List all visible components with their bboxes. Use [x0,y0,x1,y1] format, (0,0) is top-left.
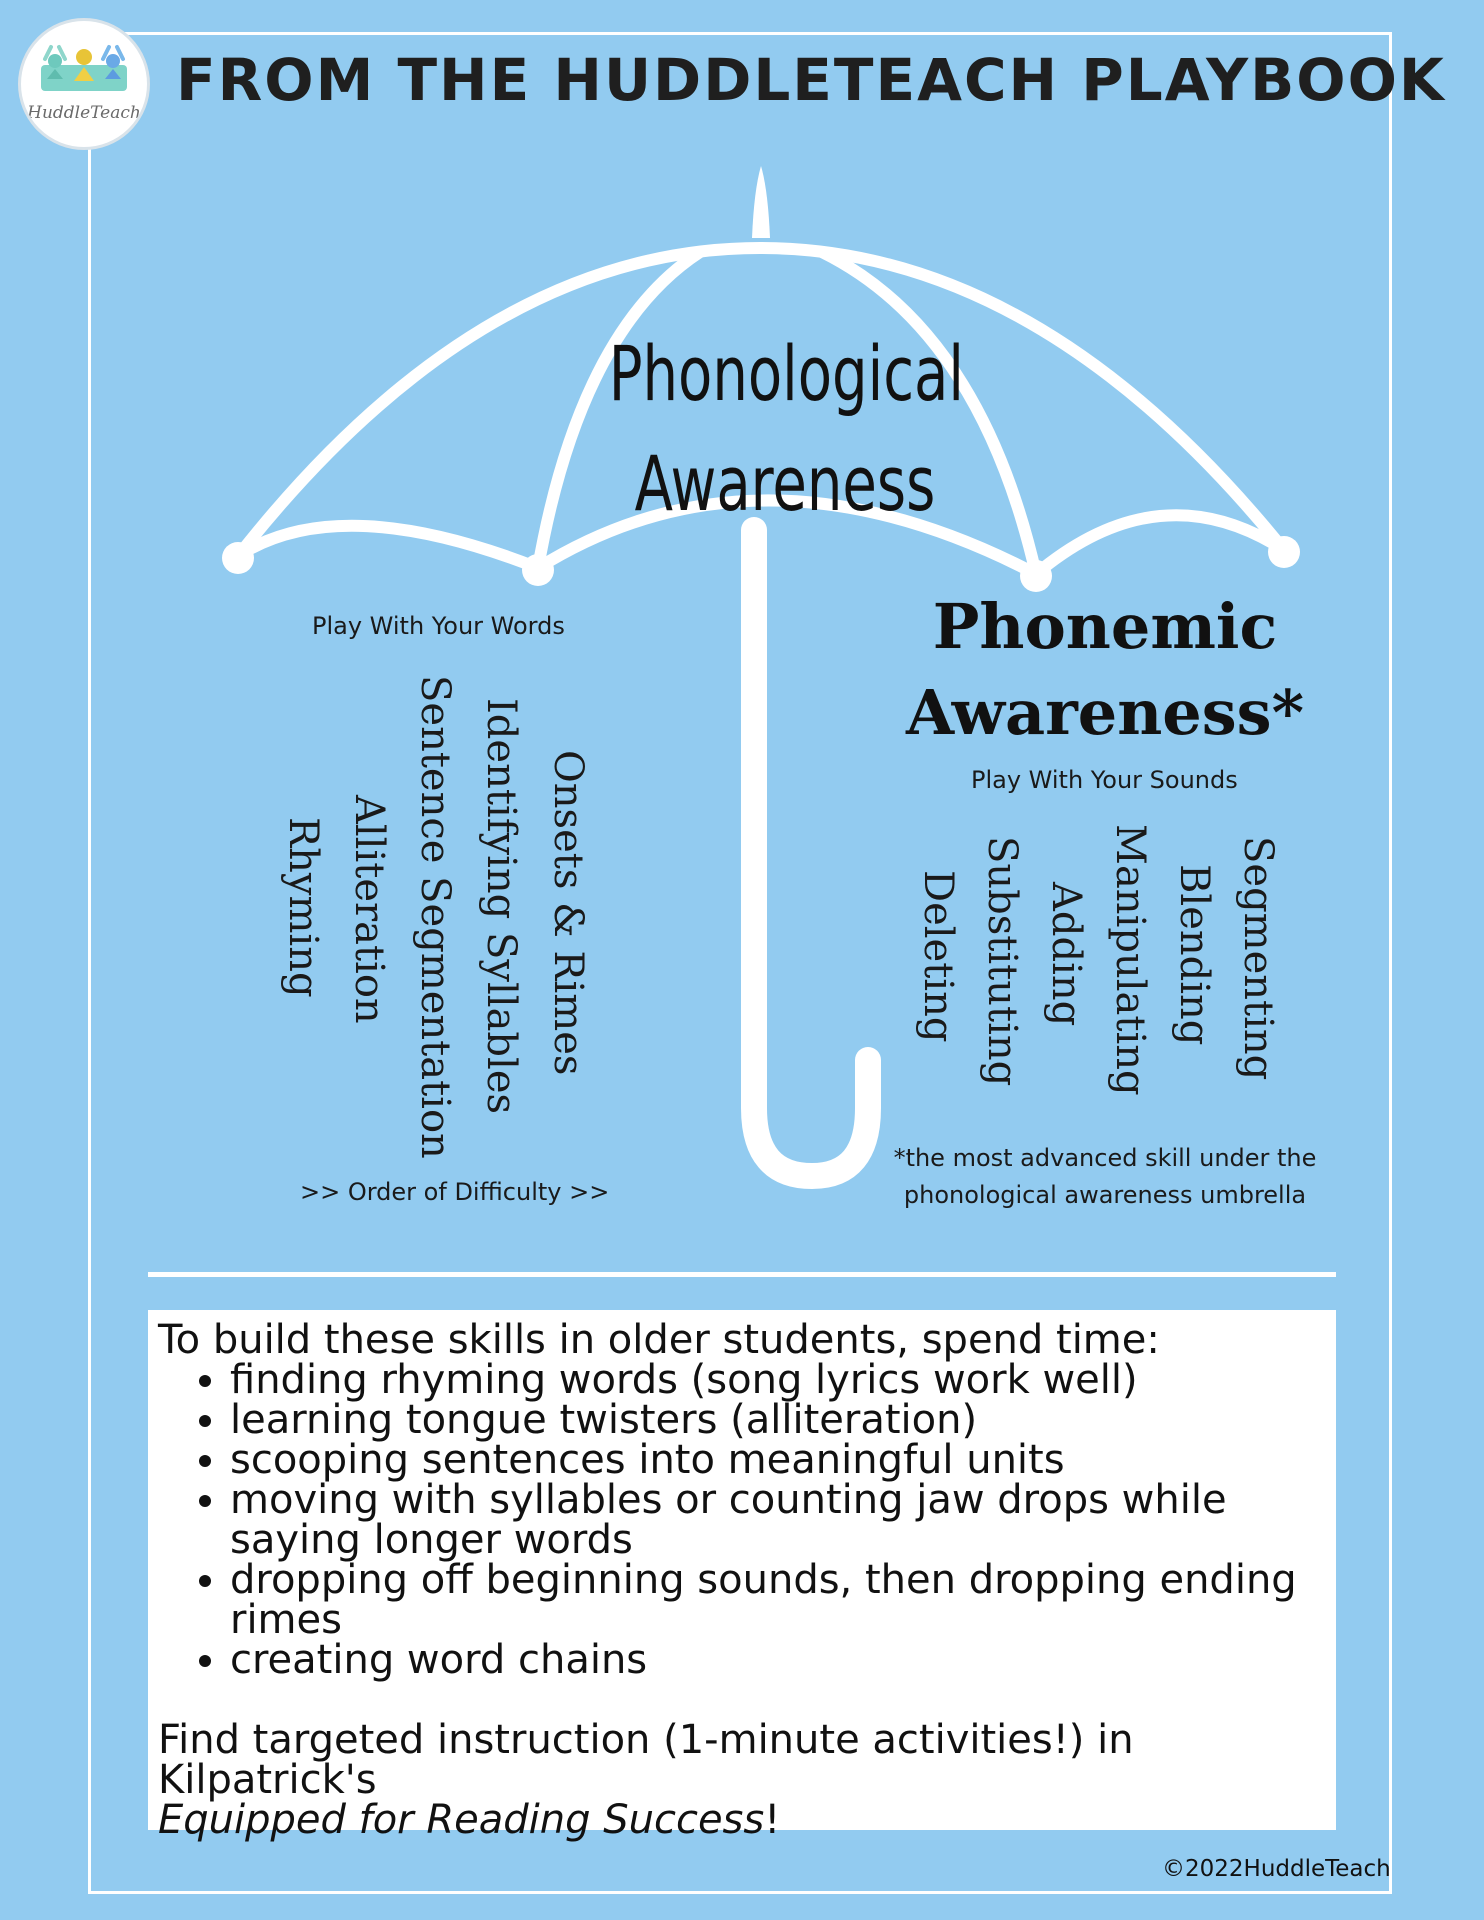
list-item: • scooping sentences into meaningful units [230,1440,1326,1480]
skill-blending: Blending [1171,864,1217,1046]
left-skill-list [270,665,600,1159]
list-item: • dropping off beginning sounds, then dropping ending rimes [230,1560,1326,1640]
phonemic-awareness-title [905,584,1305,756]
list-item: • finding rhyming words (song lyrics work well) [230,1360,1326,1400]
skill-deleting: Deleting [915,870,961,1043]
skill-onsets-rimes: Onsets & Rimes [545,750,591,1076]
umbrella-scallop-3 [1036,515,1284,574]
closing-suffix: ! [764,1797,781,1843]
logo-wordmark: HuddleTeach [27,103,141,123]
tips-box [148,1310,1336,1843]
skill-alliteration: Alliteration [346,795,392,1024]
skill-rhyming: Rhyming [280,817,326,998]
list-item: • moving with syllables or counting jaw drops while saying longer words [230,1480,1326,1560]
umbrella-tip-dot-1 [222,542,254,574]
skill-adding: Adding [1043,882,1089,1027]
skill-identifying-syllables: Identifying Syllables [478,698,524,1115]
umbrella-title-line-2: Awareness [634,439,936,528]
footnote-line-1: *the most advanced skill under the [893,1144,1317,1172]
book-title: Equipped for Reading Success [158,1797,765,1843]
footnote [880,1140,1330,1214]
right-subtitle: Play With Your Sounds [971,766,1238,794]
page-title: FROM THE HUDDLETEACH PLAYBOOK [176,46,1446,114]
section-divider [148,1272,1336,1277]
phonemic-title-line-2: Awareness* [905,676,1304,749]
order-of-difficulty-note: >> Order of Difficulty >> [300,1178,610,1206]
umbrella-title-line-1: Phonological [608,329,965,418]
list-item: • creating word chains [230,1640,1326,1680]
right-skill-list [915,820,1295,1120]
list-item: • learning tongue twisters (alliteration) [230,1400,1326,1440]
umbrella-tip-dot-4 [1268,536,1300,568]
umbrella-scallop-1 [238,526,538,568]
tips-closing [158,1717,1326,1843]
skill-segmenting: Segmenting [1235,836,1281,1081]
left-subtitle: Play With Your Words [312,612,565,640]
skill-manipulating: Manipulating [1107,824,1153,1096]
skill-substituting: Substituting [979,836,1025,1087]
phonemic-title-line-1: Phonemic [932,590,1278,663]
skill-sentence-segmentation: Sentence Segmentation [412,675,458,1159]
copyright-notice: ©2022HuddleTeach [1162,1856,1391,1882]
closing-text: Find targeted instruction (1-minute activities!) in Kilpatrick's [158,1717,1134,1803]
umbrella-tip [752,166,770,238]
footnote-line-2: phonological awareness umbrella [903,1181,1307,1209]
umbrella-tip-dot-2 [522,554,554,586]
umbrella-handle [754,530,868,1176]
tips-intro: To build these skills in older students, spend time: [158,1317,1160,1363]
tips-list [158,1357,1326,1683]
